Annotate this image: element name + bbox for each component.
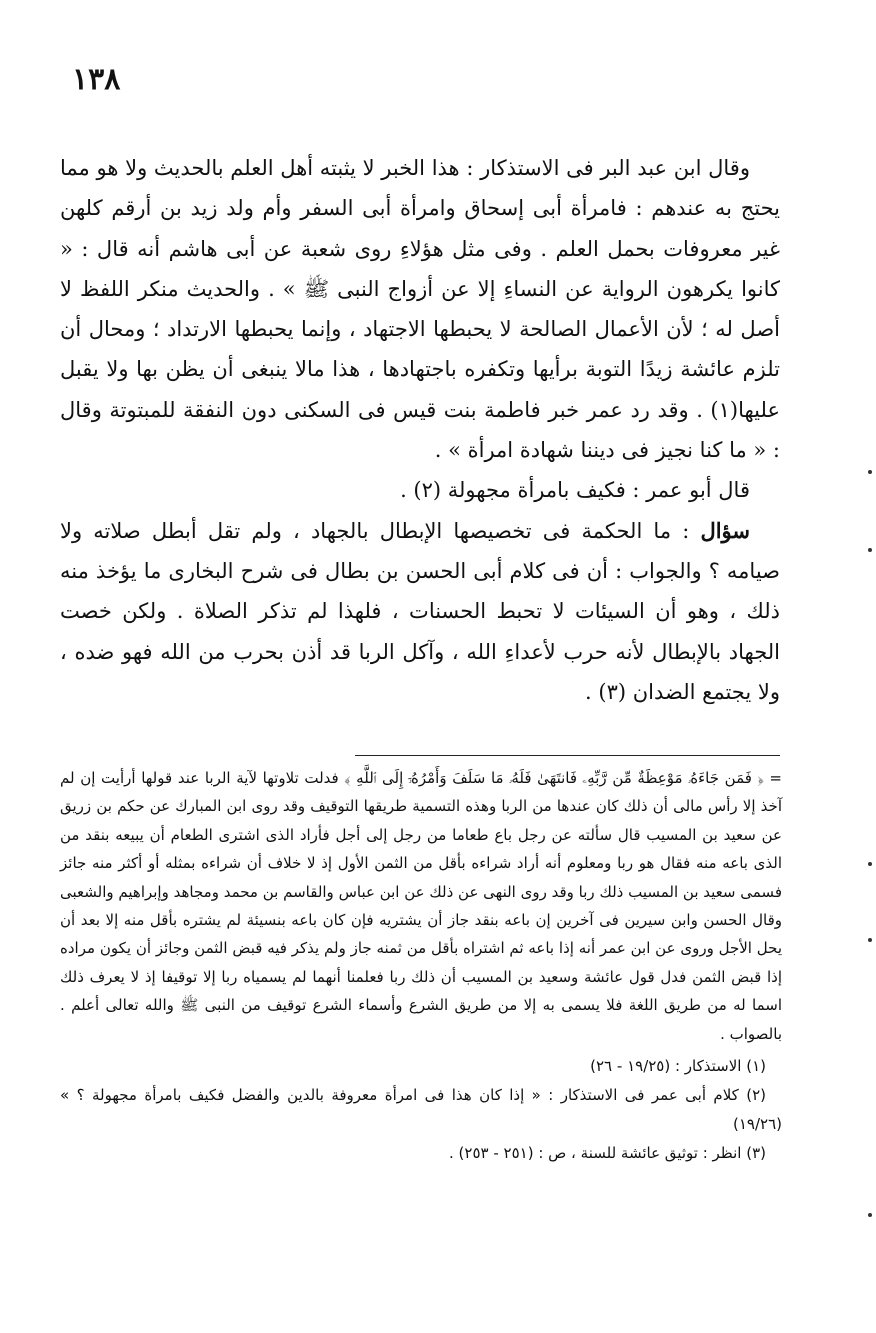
page-number: ١٣٨ [72, 62, 121, 97]
scan-speck [868, 862, 872, 866]
scan-speck [868, 470, 872, 474]
footnote-continuation: = ﴿ فَمَن جَاءَهُۥ مَوْعِظَةٌ مِّن رَّبِّهِۦ فَانتَهَىٰ فَلَهُۥ مَا سَلَفَ وَأَمْرُهُۥٓ إِلَى ٱللَّهِ ﴾ فدلت تلاوتها لآية الربا عند قولها أرأيت إن لم آخذ إلا رأس مالى أن ذلك كان عندها من الربا وهذه التسمية طريقها التوقيف وقد روى ابن المبارك عن حكم بن زريق عن سعيد بن المسيب قال سألته عن رجل باع طعاما من رجل إلى أجل فأراد الذى اشترى الطعام أن يبيعه بنقد من الذى باعه منه فقال هو ربا ومعلوم أنه أراد شراءه بأقل من الثمن الأول إذ لا خلاف أن شراءه بمثله أو أكثر منه جائز فسمى سعيد بن المسيب ذلك ربا وقد روى النهى عن ذلك عن ابن عباس والقاسم بن محمد ومجاهد وإبراهيم والشعبى وقال الحسن وابن سيرين فى آخرين إن باعه بنقد جاز أن يشتريه فإن كان باعه بنسيئة لم يشتره بأقل منه إلا بعد أن يحل الأجل وروى عن ابن عمر أنه إذا باعه ثم اشتراه بأقل من ثمنه جاز ولم يذكر فيه قبض الثمن وجائز أن يكون مراده إذا قبض الثمن فدل قول عائشة وسعيد بن المسيب أن ذلك ربا فعلمنا أنهما لم يسمياه ربا إلا توقيفا إذ لا يعرف ذلك اسما له من طريق اللغة فلا يسمى به إلا من طريق الشرع وأسماء الشرع توقيف من النبى ﷺ والله تعالى أعلم . بالصواب . [60, 769, 782, 1043]
footnote-1: (١) الاستذكار : (١٩/٢٥ - ٢٦) [590, 1057, 766, 1076]
question-text: : ما الحكمة فى تخصيصها الإبطال بالجهاد ، ولم تقل أبطل صلاته ولا صيامه ؟ والجواب : أن فى كلام أبى الحسن بن بطال فى شرح البخارى ما يؤخذ منه ذلك ، وهو أن السيئات لا تحبط الحسنات ، فلهذا لم تذكر الصلاة . ولكن خصت الجهاد بالإبطال لأنه حرب لأعداءِ الله ، وآكل الربا قد أذن بحرب من الله فهو ضده ، ولا يجتمع الضدان (٣) . [60, 518, 780, 704]
paragraph-abu-umar: قال أبو عمر : فكيف بامرأة مجهولة (٢) . [400, 478, 750, 503]
footnote-3: (٣) انظر : توثيق عائشة للسنة ، ص : (٢٥١ - ٢٥٣) . [449, 1144, 766, 1163]
question-label: سؤال [700, 517, 750, 543]
paragraph-ibn-abd-al-barr: وقال ابن عبد البر فى الاستذكار : هذا الخبر لا يثبته أهل العلم بالحديث ولا هو مما يحتج به عندهم : فامرأة أبى إسحاق وامرأة أبى السفر وأم ولد زيد بن أرقم كلهن غير معروفات بحمل العلم . وفى مثل هؤلاءِ روى شعبة عن أبى هاشم أنه قال : « كانوا يكرهون الرواية عن النساءِ إلا عن أزواج النبى ﷺ » . والحديث منكر اللفظ لا أصل له ؛ لأن الأعمال الصالحة لا يحبطها الاجتهاد ، وإنما يحبطها الارتداد ؛ ومحال أن تلزم عائشة زيدًا التوبة برأيها وتكفره باجتهادها ، هذا مالا ينبغى أن يظن بها ولا يقبل عليها(١) . وقد رد عمر خبر فاطمة بنت قيس فى السكنى دون النفقة للمبتوتة وقال : « ما كنا نجيز فى ديننا شهادة امرأة » . [60, 156, 780, 463]
scan-speck [868, 548, 872, 552]
scan-speck [868, 1213, 872, 1217]
paragraph-question [60, 511, 780, 712]
footnote-divider [355, 755, 780, 756]
footnotes [60, 764, 782, 1168]
scan-speck [868, 938, 872, 942]
footnote-2: (٢) كلام أبى عمر فى الاستذكار : « إذا كان هذا فى امرأة معروفة بالدين والفضل فكيف بامرأة مجهولة ؟ » (١٩/٢٦) [60, 1086, 782, 1133]
main-text [60, 148, 780, 712]
